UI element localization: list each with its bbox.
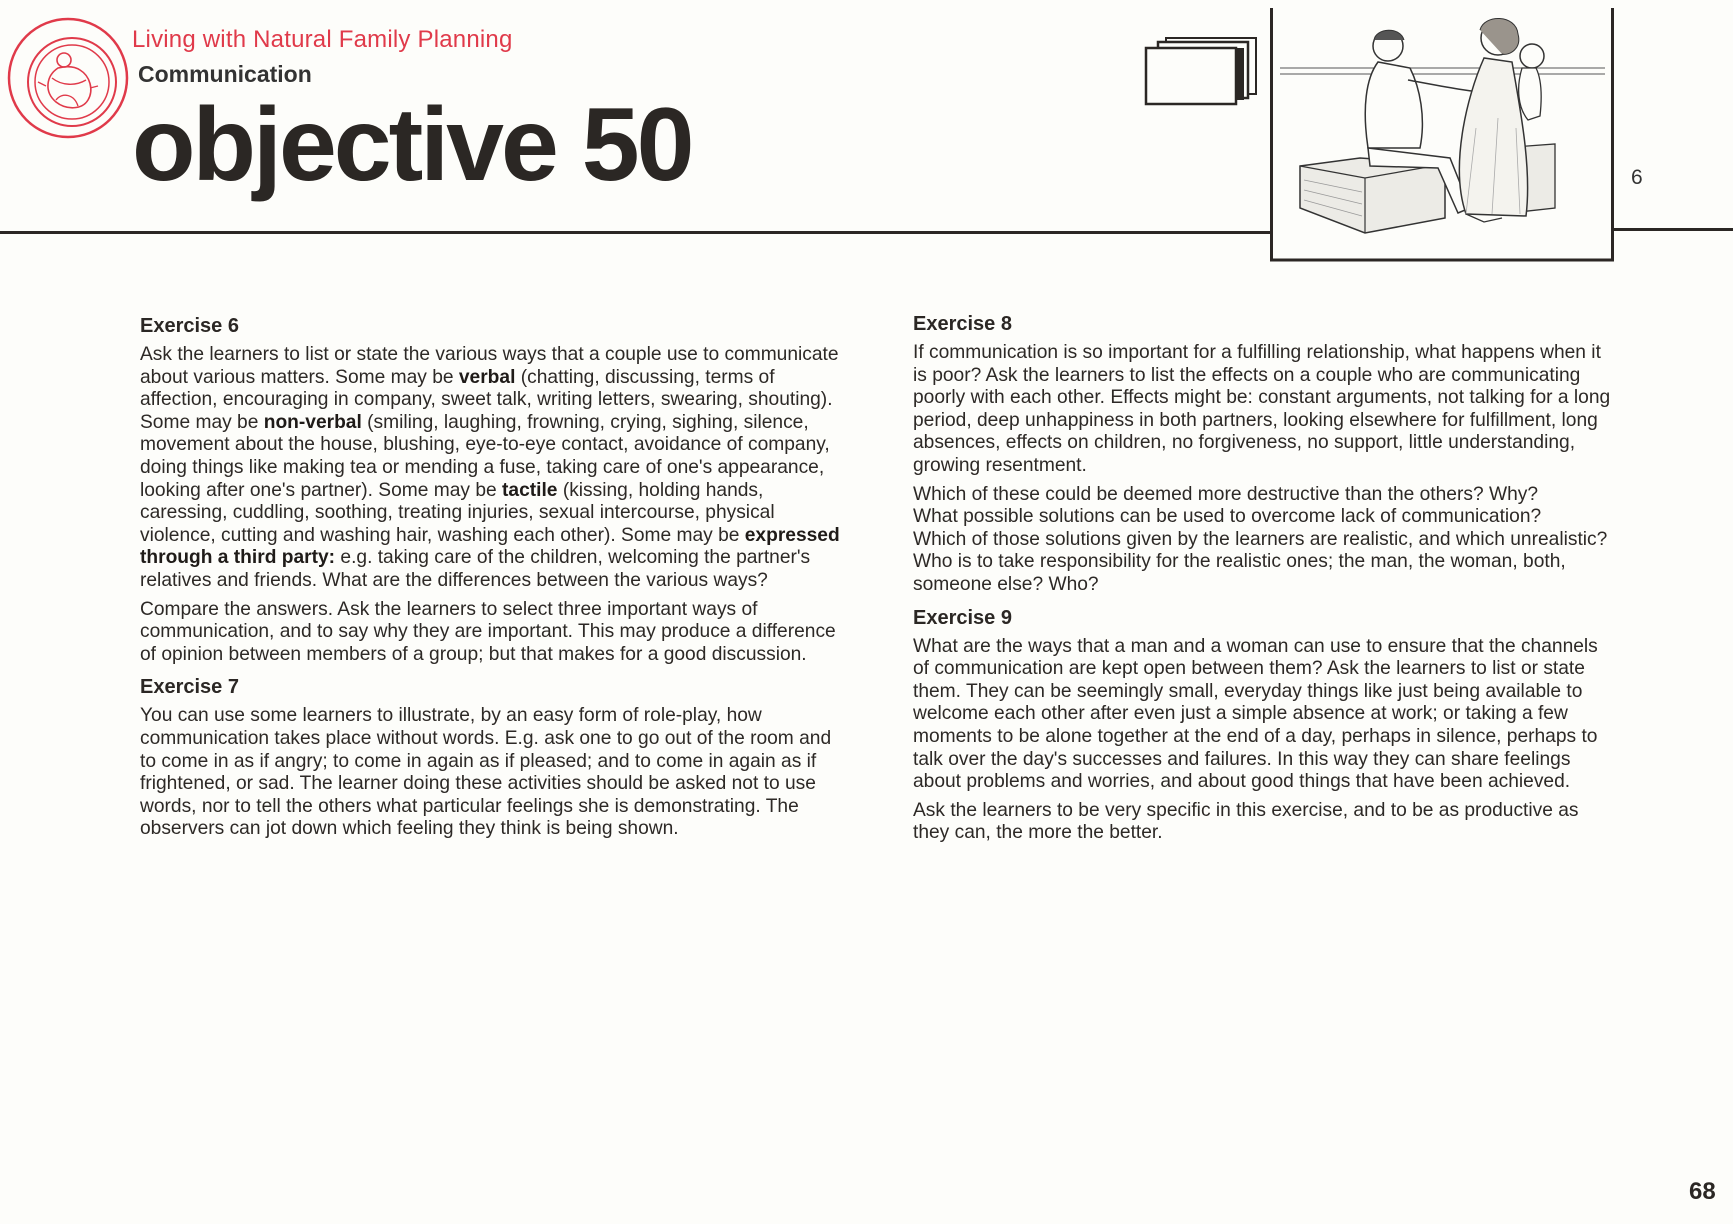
exercise-8-paragraph-1: If communication is so important for a fulfilling relationship, what happens when it is poor? Ask the learners to list the effects on a couple who are communicating poorly with each other. Effects might be: constant arguments, not talking for a long period, deep unhappiness in both partners, looking elsewhere for fulfillment, long absences, effects on children, no forgiveness, no support, little understanding, growing resentment. [913,342,1611,476]
exercise-9-paragraph-2: Ask the learners to be very specific in this exercise, and to be as productive as they can, the more the better. [913,799,1579,844]
text-run: Ask the learners to list or state the various ways that a couple use to communicate about various matters. Some may be [140,344,839,388]
emphasis-term: verbal [458,366,516,388]
series-title: Living with Natural Family Planning [132,26,513,53]
text-run: (kissing, holding hands, caressing, cuddling, soothing, treating injuries, sexual intercourse, physical violence, cutting and washing hair, washing each other). Some may be [140,479,775,546]
exercise-6-paragraph-1 [140,344,840,593]
cards-icon [1144,36,1258,106]
objective-title: objective 50 [132,87,692,203]
emphasis-term: tactile [502,479,558,501]
exercise-7-heading: Exercise 7 [140,676,239,699]
family-planning-logo-icon [6,16,130,140]
text-run: (chatting, discussing, terms of affection, encouraging in company, sweet talk, writing letters, swearing, shouting). Some may be [140,366,833,433]
text-run: e.g. taking care of the children, welcoming the partner's relatives and friends. What are the differences between the various ways? [140,547,811,591]
exercise-8-paragraph-4: Which of those solutions given by the learners are realistic, and which unrealistic? Who is to take responsibility for the realistic ones; the man, the woman, both, someone else? Who? [913,528,1608,595]
section-title: Communication [138,61,312,87]
header-rule-left [0,231,1272,234]
exercise-9-paragraph-1: What are the ways that a man and a woman can use to ensure that the channels of communication are kept open between them? Ask the learners to list or state them. They can be seemingly small, everyday things like just being available to welcome each other after even just a simple absence at work; or taking a few moments to be alone together at the end of a day, perhaps in silence, perhaps to talk over the day's successes and failures. In this way they can share feelings about problems and worries, and about good things that have been achieved. [913,635,1598,793]
exercise-8-paragraph-3: What possible solutions can be used to overcome lack of communication? [913,506,1542,528]
unit-number: 6 [1631,166,1643,189]
emphasis-term: expressed through a third party: [140,524,840,569]
text-run: (smiling, laughing, frowning, crying, sighing, silence, movement about the house, blushing, eye-to-eye contact, avoidance of company, doing things like making tea or mending a fuse, taking care of one's appearance, looking after one's partner). Some may be [140,411,830,501]
exercise-7-paragraph-1: You can use some learners to illustrate, by an easy form of role-play, how communication takes place without words. E.g. ask one to go out of the room and to come in as if angry; to come in again as if pleased; and to come in again as if frightened, or sad. The learner doing these activities should be asked not to use words, nor to tell the others what particular feelings she is demonstrating. The observers can jot down which feeling they think is being shown. [140,705,832,840]
left-column [140,315,840,847]
right-column [913,313,1613,851]
header-rule-right [1614,228,1733,231]
exercise-6-paragraph-2: Compare the answers. Ask the learners to select three important ways of communication, and to say why they are important. This may produce a difference of opinion between members of a group; but that makes for a good discussion. [140,598,836,665]
exercise-9-heading: Exercise 9 [913,606,1012,629]
page-number: 68 [1689,1178,1716,1205]
emphasis-term: non-verbal [263,411,362,433]
exercise-6-heading: Exercise 6 [140,315,239,337]
exercise-8-paragraph-2: Which of these could be deemed more destructive than the others? Why? [913,483,1538,505]
couple-with-baby-illustration [1270,8,1614,262]
exercise-8-heading: Exercise 8 [913,313,1012,335]
